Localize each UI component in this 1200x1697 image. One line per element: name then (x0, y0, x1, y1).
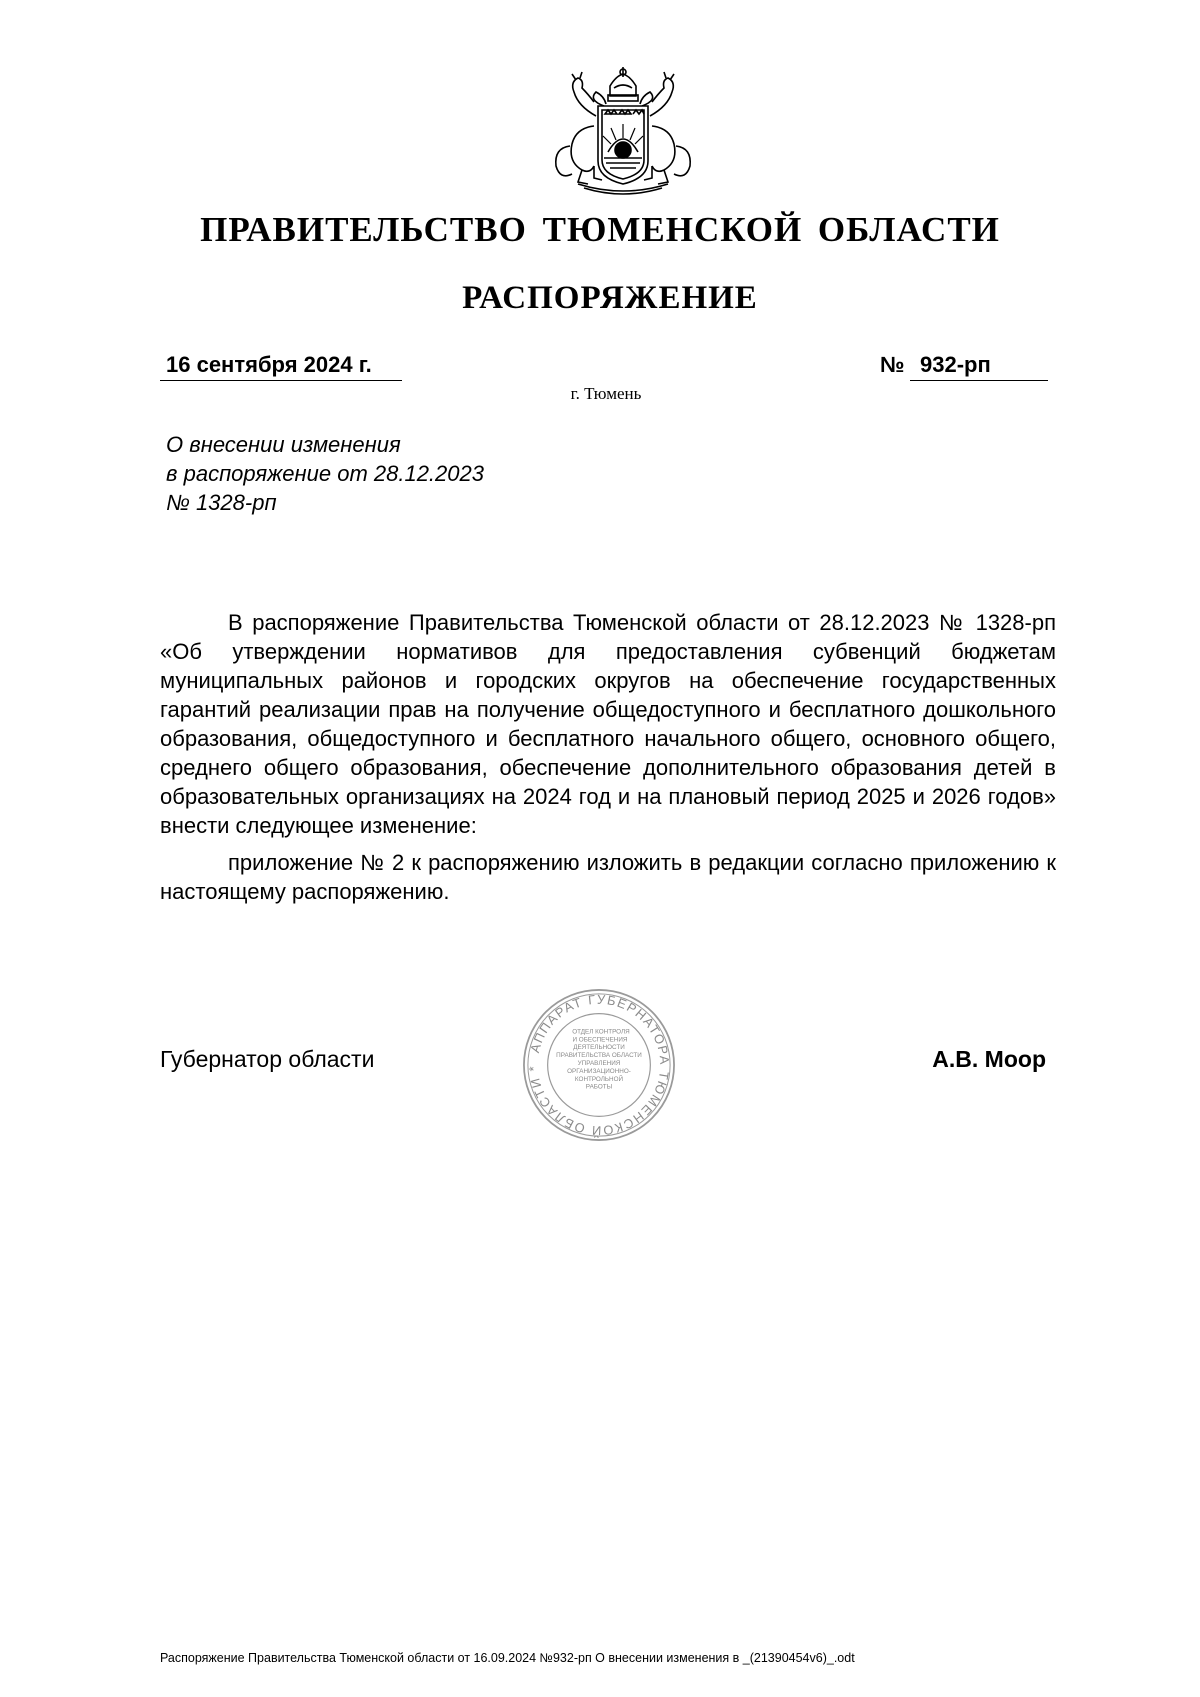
stamp-inner-line: РАБОТЫ (585, 1083, 613, 1091)
subject-line: в распоряжение от 28.12.2023 (166, 461, 484, 486)
document-date: 16 сентября 2024 г. (160, 350, 402, 381)
seal-stamp-icon (520, 986, 678, 1144)
subject-line: № 1328-рп (166, 490, 277, 515)
stamp-inner-line: УПРАВЛЕНИЯ (577, 1060, 621, 1067)
body-paragraph: приложение № 2 к распоряжению изложить в редакции согласно приложению к настоящему распоряжению. (160, 850, 1056, 904)
stamp-inner-line: ОТДЕЛ КОНТРОЛЯ (572, 1028, 630, 1036)
document-footer: Распоряжение Правительства Тюменской области от 16.09.2024 №932-рп О внесении изменения в _(21390454v6)_.odt (160, 1651, 855, 1665)
subject-line: О внесении изменения (166, 432, 401, 457)
document-subject (166, 430, 484, 517)
stamp-inner-line: И ОБЕСПЕЧЕНИЯ (572, 1036, 628, 1044)
stamp-inner-line: ПРАВИТЕЛЬСТВА ОБЛАСТИ (556, 1052, 642, 1060)
document-number: 932-рп (910, 350, 1048, 381)
stamp-inner-line: ОРГАНИЗАЦИОННО- (567, 1067, 631, 1075)
document-city: г. Тюмень (570, 384, 642, 403)
document-type-heading: РАСПОРЯЖЕНИЕ (462, 280, 758, 316)
signatory-name: А.В. Моор (932, 1046, 1046, 1072)
stamp-outer-text: АППАРАТ ГУБЕРНАТОРА ТЮМЕНСКОЙ ОБЛАСТИ * (525, 991, 673, 1139)
body-paragraph: В распоряжение Правительства Тюменской области от 28.12.2023 № 1328-рп «Об утверждении нормативов для предоставления субвенций бюджетам муниципальных районов и городских округов на обеспечение государственных гарантий реализации прав на получение общедоступного и бесплатного дошкольного образования, общедоступного и бесплатного начального общего, основного общего, среднего общего образования, обеспечение дополнительного образования детей в образовательных организациях на 2024 год и на плановый период 2025 и 2026 годов» внести следующее изменение: (160, 610, 1056, 838)
number-sign: № (880, 352, 905, 377)
organization-title: ПРАВИТЕЛЬСТВО ТЮМЕНСКОЙ ОБЛАСТИ (200, 210, 1000, 249)
stamp-inner-line: КОНТРОЛЬНОЙ (574, 1075, 624, 1083)
coat-of-arms-icon (548, 66, 698, 196)
document-body (160, 608, 1056, 914)
stamp-inner-line: ДЕЯТЕЛЬНОСТИ (573, 1044, 625, 1052)
document-number-row (880, 350, 1048, 382)
signatory-position: Губернатор области (160, 1046, 375, 1072)
